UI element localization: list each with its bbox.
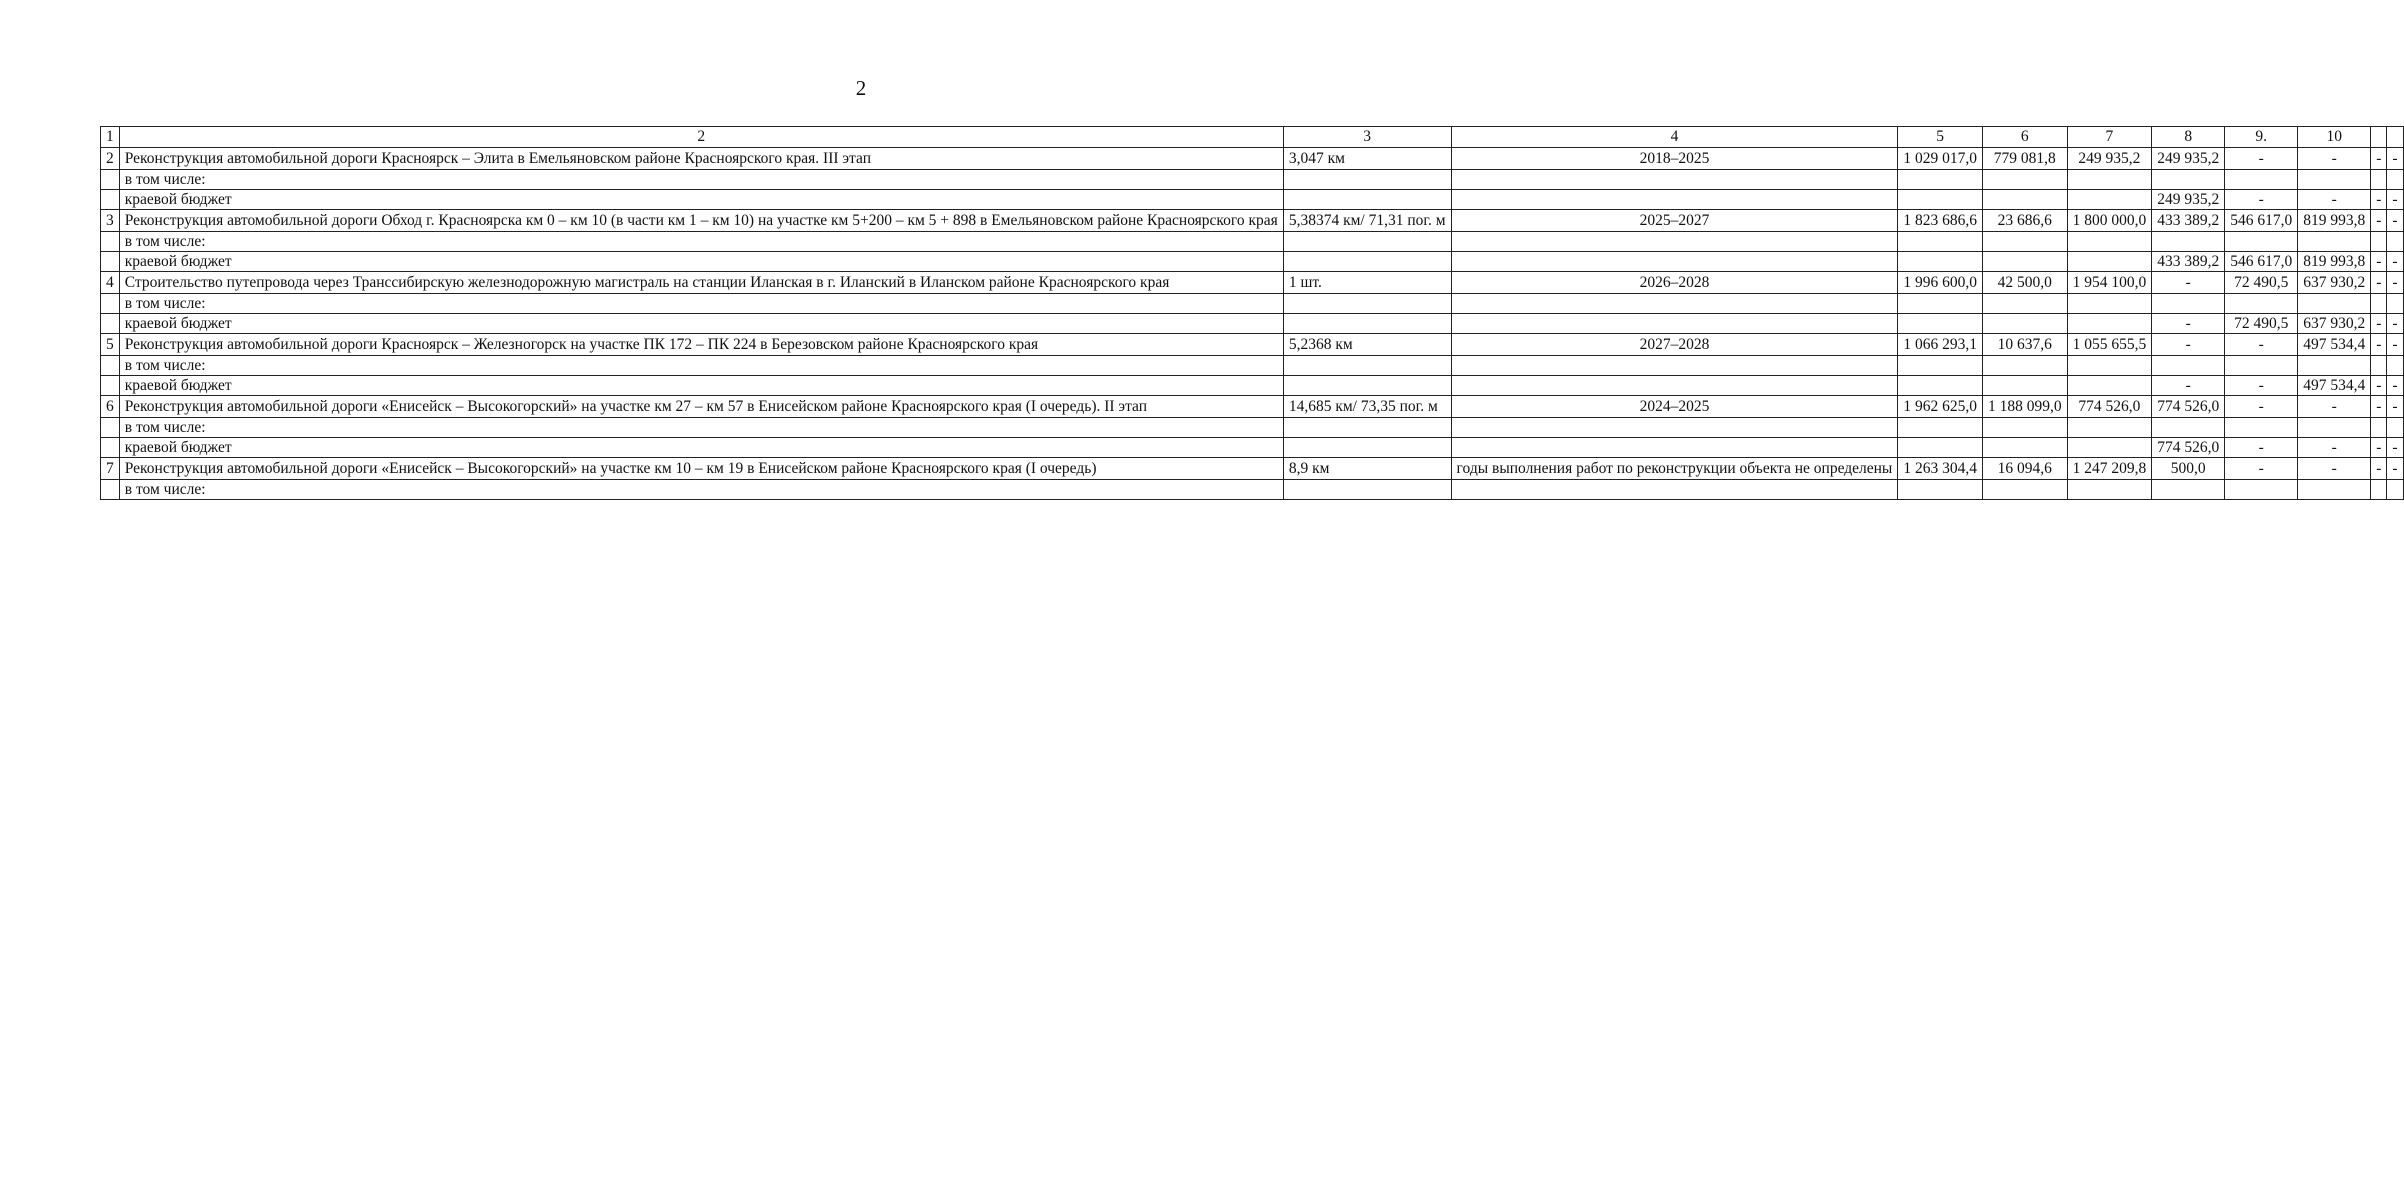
object-row xyxy=(101,458,2404,480)
object-name: Реконструкция автомобильной дороги Красноярск – Железногорск на участке ПК 172 – ПК 224 в Березовском районе Красноярского края xyxy=(119,334,1283,356)
value-cell-c12: - xyxy=(2387,334,2403,356)
empty-cell xyxy=(1283,232,1451,252)
value-cell-c5: 1 029 017,0 xyxy=(1898,148,1983,170)
regional-budget-label: краевой бюджет xyxy=(119,376,1283,396)
empty-cell xyxy=(1982,356,2067,376)
including-label: в том числе: xyxy=(119,232,1283,252)
value-cell-c11: - xyxy=(2371,148,2387,170)
empty-cell xyxy=(2225,232,2298,252)
empty-cell xyxy=(1982,480,2067,500)
empty-cell xyxy=(1898,356,1983,376)
empty-cell xyxy=(2371,418,2387,438)
empty-cell xyxy=(101,232,120,252)
empty-cell xyxy=(101,190,120,210)
empty-cell xyxy=(2387,356,2403,376)
empty-cell xyxy=(2067,418,2152,438)
object-row xyxy=(101,396,2404,418)
budget-value-b11: - xyxy=(2371,190,2387,210)
empty-cell xyxy=(1451,294,1898,314)
empty-cell xyxy=(2225,480,2298,500)
empty-cell xyxy=(1451,480,1898,500)
value-cell-c11: - xyxy=(2371,210,2387,232)
empty-cell xyxy=(2387,418,2403,438)
budget-value-b8: - xyxy=(2152,314,2225,334)
object-row xyxy=(101,272,2404,294)
value-cell-c6: 10 637,6 xyxy=(1982,334,2067,356)
empty-cell xyxy=(1283,418,1451,438)
row-number: 2 xyxy=(101,148,120,170)
object-years: годы выполнения работ по реконструкции объекта не определены xyxy=(1451,458,1898,480)
empty-cell xyxy=(1898,480,1983,500)
value-cell-c9: - xyxy=(2225,396,2298,418)
budget-value-b10: 637 930,2 xyxy=(2298,314,2371,334)
including-row xyxy=(101,356,2404,376)
value-cell-c12: - xyxy=(2387,458,2403,480)
value-cell-c6: 16 094,6 xyxy=(1982,458,2067,480)
value-cell-c6: 779 081,8 xyxy=(1982,148,2067,170)
empty-cell xyxy=(1283,294,1451,314)
empty-cell xyxy=(1982,418,2067,438)
empty-cell xyxy=(2371,294,2387,314)
value-cell-c5: 1 962 625,0 xyxy=(1898,396,1983,418)
empty-cell xyxy=(2152,418,2225,438)
empty-cell xyxy=(2387,294,2403,314)
budget-value-b12: - xyxy=(2387,190,2403,210)
empty-cell xyxy=(1982,438,2067,458)
budget-value-b10: - xyxy=(2298,438,2371,458)
regional-budget-label: краевой бюджет xyxy=(119,314,1283,334)
empty-cell xyxy=(1451,170,1898,190)
budget-value-b12: - xyxy=(2387,252,2403,272)
budget-value-b9: - xyxy=(2225,376,2298,396)
value-cell-c10: - xyxy=(2298,148,2371,170)
column-header: 9. xyxy=(2225,127,2298,148)
empty-cell xyxy=(1898,294,1983,314)
empty-cell xyxy=(1982,294,2067,314)
budget-value-b11: - xyxy=(2371,252,2387,272)
empty-cell xyxy=(1451,252,1898,272)
regional-budget-row xyxy=(101,190,2404,210)
empty-cell xyxy=(2067,314,2152,334)
empty-cell xyxy=(101,170,120,190)
value-cell-c8: 433 389,2 xyxy=(2152,210,2225,232)
empty-cell xyxy=(1451,314,1898,334)
object-name: Реконструкция автомобильной дороги Красноярск – Элита в Емельяновском районе Красноярского края. III этап xyxy=(119,148,1283,170)
including-label: в том числе: xyxy=(119,418,1283,438)
value-cell-c7: 1 800 000,0 xyxy=(2067,210,2152,232)
empty-cell xyxy=(1898,314,1983,334)
budget-value-b9: - xyxy=(2225,438,2298,458)
empty-cell xyxy=(101,376,120,396)
empty-cell xyxy=(2298,356,2371,376)
empty-cell xyxy=(2298,232,2371,252)
column-header: 1 xyxy=(101,127,120,148)
empty-cell xyxy=(2371,232,2387,252)
including-label: в том числе: xyxy=(119,480,1283,500)
empty-cell xyxy=(1283,356,1451,376)
column-header: 2 xyxy=(119,127,1283,148)
empty-cell xyxy=(1283,480,1451,500)
value-cell-c12: - xyxy=(2387,210,2403,232)
empty-cell xyxy=(101,356,120,376)
value-cell-c11: - xyxy=(2371,458,2387,480)
including-label: в том числе: xyxy=(119,356,1283,376)
including-row xyxy=(101,418,2404,438)
object-capacity: 5,38374 км/ 71,31 пог. м xyxy=(1283,210,1451,232)
empty-cell xyxy=(2067,438,2152,458)
column-header xyxy=(2387,127,2403,148)
empty-cell xyxy=(1898,418,1983,438)
empty-cell xyxy=(2067,376,2152,396)
value-cell-c6: 23 686,6 xyxy=(1982,210,2067,232)
empty-cell xyxy=(2152,356,2225,376)
regional-budget-label: краевой бюджет xyxy=(119,252,1283,272)
column-header: 4 xyxy=(1451,127,1898,148)
empty-cell xyxy=(2298,418,2371,438)
value-cell-c10: 497 534,4 xyxy=(2298,334,2371,356)
value-cell-c7: 1 247 209,8 xyxy=(2067,458,2152,480)
value-cell-c8: - xyxy=(2152,334,2225,356)
empty-cell xyxy=(2387,480,2403,500)
empty-cell xyxy=(2067,356,2152,376)
object-years: 2027–2028 xyxy=(1451,334,1898,356)
regional-budget-row xyxy=(101,314,2404,334)
page-number: 2 xyxy=(855,76,867,100)
row-number: 3 xyxy=(101,210,120,232)
empty-cell xyxy=(1451,232,1898,252)
regional-budget-row xyxy=(101,252,2404,272)
empty-cell xyxy=(1283,314,1451,334)
empty-cell xyxy=(2387,232,2403,252)
budget-table xyxy=(100,126,2404,500)
empty-cell xyxy=(2152,232,2225,252)
empty-cell xyxy=(1283,438,1451,458)
including-row xyxy=(101,480,2404,500)
object-name: Реконструкция автомобильной дороги «Енисейск – Высокогорский» на участке км 27 – км 57 в Енисейском районе Красноярского края (I очередь). II этап xyxy=(119,396,1283,418)
value-cell-c12: - xyxy=(2387,148,2403,170)
empty-cell xyxy=(1898,438,1983,458)
empty-cell xyxy=(101,418,120,438)
including-row xyxy=(101,232,2404,252)
budget-value-b8: 433 389,2 xyxy=(2152,252,2225,272)
including-row xyxy=(101,294,2404,314)
empty-cell xyxy=(1451,418,1898,438)
empty-cell xyxy=(1898,252,1983,272)
row-number: 4 xyxy=(101,272,120,294)
value-cell-c10: - xyxy=(2298,396,2371,418)
empty-cell xyxy=(2067,190,2152,210)
including-label: в том числе: xyxy=(119,294,1283,314)
empty-cell xyxy=(101,294,120,314)
empty-cell xyxy=(1898,170,1983,190)
value-cell-c9: - xyxy=(2225,458,2298,480)
budget-value-b8: - xyxy=(2152,376,2225,396)
object-capacity: 14,685 км/ 73,35 пог. м xyxy=(1283,396,1451,418)
empty-cell xyxy=(1283,252,1451,272)
row-number: 5 xyxy=(101,334,120,356)
empty-cell xyxy=(101,314,120,334)
object-row xyxy=(101,148,2404,170)
empty-cell xyxy=(2225,170,2298,190)
empty-cell xyxy=(101,252,120,272)
object-name: Реконструкция автомобильной дороги Обход г. Красноярска км 0 – км 10 (в части км 1 – км 10) на участке км 5+200 – км 5 + 898 в Емельяновском районе Красноярского края xyxy=(119,210,1283,232)
value-cell-c5: 1 823 686,6 xyxy=(1898,210,1983,232)
object-name: Реконструкция автомобильной дороги «Енисейск – Высокогорский» на участке км 10 – км 19 в Енисейском районе Красноярского края (I очередь) xyxy=(119,458,1283,480)
value-cell-c10: 637 930,2 xyxy=(2298,272,2371,294)
budget-value-b9: 72 490,5 xyxy=(2225,314,2298,334)
empty-cell xyxy=(2225,356,2298,376)
value-cell-c10: - xyxy=(2298,458,2371,480)
empty-cell xyxy=(1283,190,1451,210)
value-cell-c12: - xyxy=(2387,272,2403,294)
value-cell-c12: - xyxy=(2387,396,2403,418)
budget-value-b12: - xyxy=(2387,438,2403,458)
column-header xyxy=(2371,127,2387,148)
value-cell-c11: - xyxy=(2371,396,2387,418)
column-header: 10 xyxy=(2298,127,2371,148)
column-header: 8 xyxy=(2152,127,2225,148)
object-capacity: 3,047 км xyxy=(1283,148,1451,170)
empty-cell xyxy=(1982,314,2067,334)
value-cell-c10: 819 993,8 xyxy=(2298,210,2371,232)
empty-cell xyxy=(2298,480,2371,500)
column-header: 6 xyxy=(1982,127,2067,148)
value-cell-c7: 249 935,2 xyxy=(2067,148,2152,170)
including-label: в том числе: xyxy=(119,170,1283,190)
budget-value-b10: - xyxy=(2298,190,2371,210)
column-header: 5 xyxy=(1898,127,1983,148)
value-cell-c5: 1 996 600,0 xyxy=(1898,272,1983,294)
object-capacity: 5,2368 км xyxy=(1283,334,1451,356)
value-cell-c9: 72 490,5 xyxy=(2225,272,2298,294)
regional-budget-label: краевой бюджет xyxy=(119,438,1283,458)
empty-cell xyxy=(1451,376,1898,396)
object-capacity: 1 шт. xyxy=(1283,272,1451,294)
empty-cell xyxy=(2225,418,2298,438)
value-cell-c7: 1 055 655,5 xyxy=(2067,334,2152,356)
value-cell-c9: 546 617,0 xyxy=(2225,210,2298,232)
budget-value-b11: - xyxy=(2371,314,2387,334)
value-cell-c11: - xyxy=(2371,334,2387,356)
empty-cell xyxy=(2152,480,2225,500)
row-number: 6 xyxy=(101,396,120,418)
empty-cell xyxy=(1982,170,2067,190)
empty-cell xyxy=(1898,232,1983,252)
empty-cell xyxy=(2371,480,2387,500)
empty-cell xyxy=(2152,170,2225,190)
budget-value-b11: - xyxy=(2371,438,2387,458)
value-cell-c6: 1 188 099,0 xyxy=(1982,396,2067,418)
empty-cell xyxy=(2371,356,2387,376)
regional-budget-label: краевой бюджет xyxy=(119,190,1283,210)
value-cell-c9: - xyxy=(2225,334,2298,356)
empty-cell xyxy=(1283,170,1451,190)
column-header-row xyxy=(101,127,2404,148)
budget-value-b9: - xyxy=(2225,190,2298,210)
including-row xyxy=(101,170,2404,190)
value-cell-c5: 1 066 293,1 xyxy=(1898,334,1983,356)
empty-cell xyxy=(1898,190,1983,210)
empty-cell xyxy=(1451,190,1898,210)
column-header: 7 xyxy=(2067,127,2152,148)
empty-cell xyxy=(2067,294,2152,314)
empty-cell xyxy=(1982,190,2067,210)
object-capacity: 8,9 км xyxy=(1283,458,1451,480)
budget-value-b11: - xyxy=(2371,376,2387,396)
value-cell-c11: - xyxy=(2371,272,2387,294)
budget-value-b9: 546 617,0 xyxy=(2225,252,2298,272)
row-number: 7 xyxy=(101,458,120,480)
empty-cell xyxy=(1982,232,2067,252)
empty-cell xyxy=(2067,232,2152,252)
empty-cell xyxy=(101,480,120,500)
empty-cell xyxy=(1283,376,1451,396)
budget-value-b10: 819 993,8 xyxy=(2298,252,2371,272)
empty-cell xyxy=(2067,480,2152,500)
empty-cell xyxy=(2387,170,2403,190)
object-years: 2024–2025 xyxy=(1451,396,1898,418)
value-cell-c8: 774 526,0 xyxy=(2152,396,2225,418)
value-cell-c5: 1 263 304,4 xyxy=(1898,458,1983,480)
empty-cell xyxy=(2371,170,2387,190)
object-years: 2026–2028 xyxy=(1451,272,1898,294)
value-cell-c8: - xyxy=(2152,272,2225,294)
object-row xyxy=(101,334,2404,356)
value-cell-c9: - xyxy=(2225,148,2298,170)
empty-cell xyxy=(2067,252,2152,272)
empty-cell xyxy=(101,438,120,458)
empty-cell xyxy=(1451,438,1898,458)
budget-value-b12: - xyxy=(2387,314,2403,334)
empty-cell xyxy=(1982,376,2067,396)
object-years: 2025–2027 xyxy=(1451,210,1898,232)
budget-value-b8: 249 935,2 xyxy=(2152,190,2225,210)
empty-cell xyxy=(2067,170,2152,190)
value-cell-c8: 249 935,2 xyxy=(2152,148,2225,170)
budget-value-b8: 774 526,0 xyxy=(2152,438,2225,458)
value-cell-c8: 500,0 xyxy=(2152,458,2225,480)
empty-cell xyxy=(2225,294,2298,314)
empty-cell xyxy=(1451,356,1898,376)
empty-cell xyxy=(2152,294,2225,314)
empty-cell xyxy=(2298,294,2371,314)
regional-budget-row xyxy=(101,376,2404,396)
empty-cell xyxy=(1898,376,1983,396)
budget-value-b12: - xyxy=(2387,376,2403,396)
regional-budget-row xyxy=(101,438,2404,458)
object-row xyxy=(101,210,2404,232)
value-cell-c6: 42 500,0 xyxy=(1982,272,2067,294)
budget-value-b10: 497 534,4 xyxy=(2298,376,2371,396)
value-cell-c7: 1 954 100,0 xyxy=(2067,272,2152,294)
value-cell-c7: 774 526,0 xyxy=(2067,396,2152,418)
column-header: 3 xyxy=(1283,127,1451,148)
object-name: Строительство путепровода через Транссибирскую железнодорожную магистраль на станции Иланская в г. Иланский в Иланском районе Красноярского края xyxy=(119,272,1283,294)
empty-cell xyxy=(2298,170,2371,190)
empty-cell xyxy=(1982,252,2067,272)
object-years: 2018–2025 xyxy=(1451,148,1898,170)
